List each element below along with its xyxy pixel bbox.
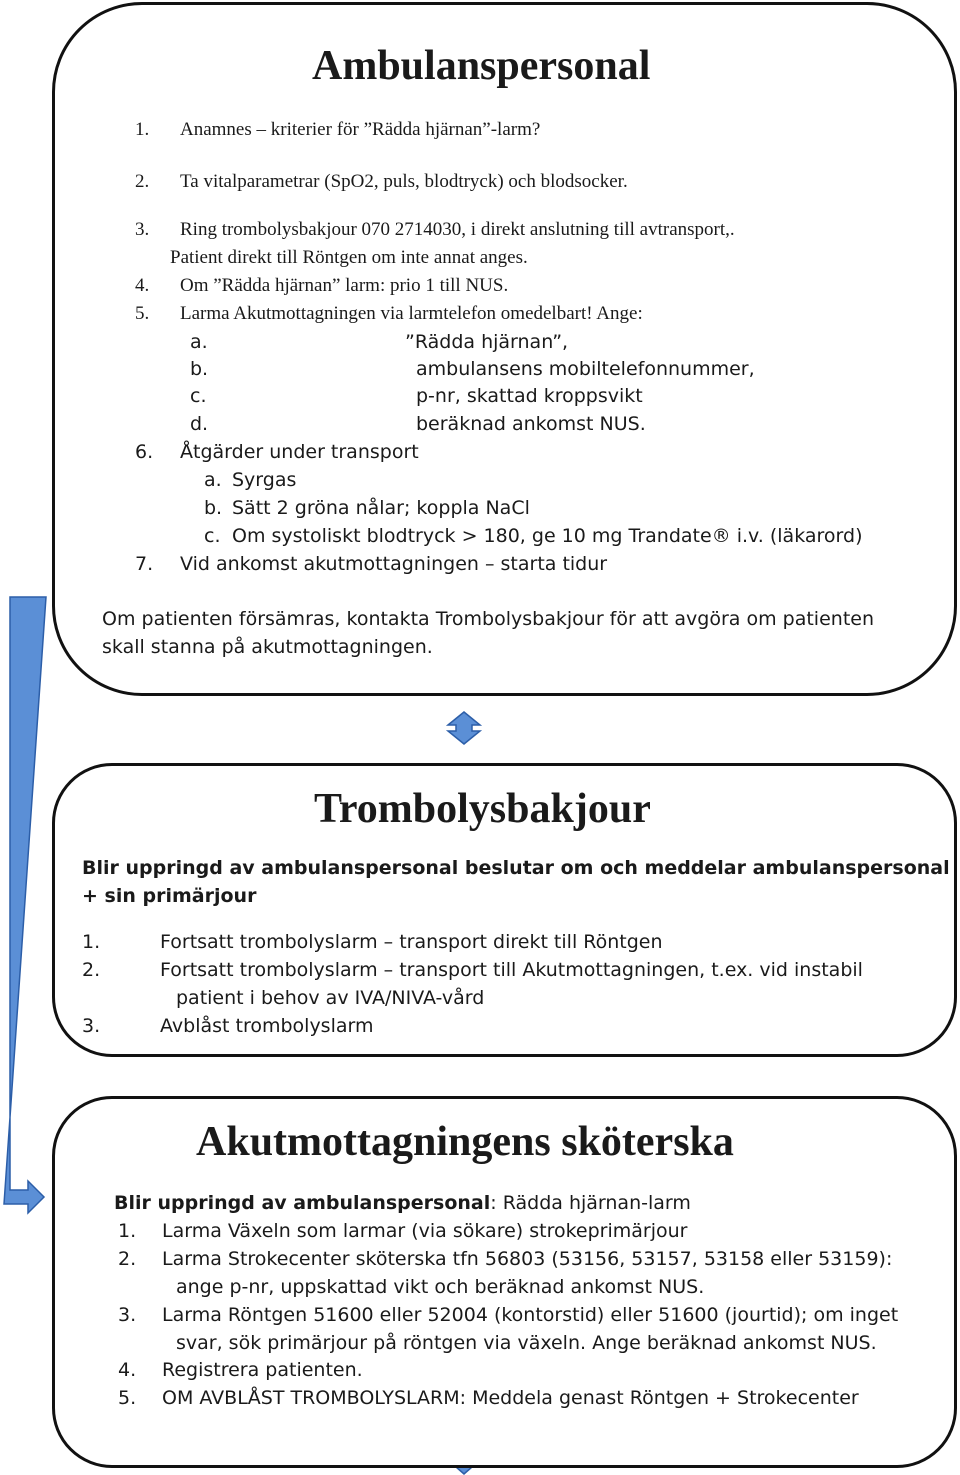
list-item-text: patient i behov av IVA/NIVA-vård <box>176 987 485 1009</box>
double-arrow-icon <box>448 712 480 744</box>
trombolys-intro: Blir uppringd av ambulanspersonal beslutar om och meddelar ambulanspersonal <box>82 857 950 879</box>
list-item-text: Fortsatt trombolyslarm – transport direkt till Röntgen <box>160 931 663 953</box>
sub-item-text: p-nr, skattad kroppsvikt <box>416 385 643 407</box>
list-item-num: 2. <box>118 1248 137 1270</box>
list-item-num: 1. <box>82 931 101 953</box>
list-item-num: 4. <box>135 275 150 296</box>
sub-item-text: beräknad ankomst NUS. <box>416 413 646 435</box>
akut-intro <box>114 1191 691 1215</box>
sub-item-text: ”Rädda hjärnan”, <box>405 331 569 353</box>
list-item-text: Avblåst trombolyslarm <box>160 1015 374 1037</box>
ambulans-note: Om patienten försämras, kontakta Trombolysbakjour för att avgöra om patienten <box>102 608 874 630</box>
list-item-num: 5. <box>135 303 150 324</box>
list-item-num: 6. <box>135 441 154 463</box>
list-item-num: 1. <box>135 119 150 140</box>
list-item-text: Ta vitalparametrar (SpO2, puls, blodtryck) och blodsocker. <box>180 171 628 192</box>
list-item-text: Vid ankomst akutmottagningen – starta tidur <box>180 553 608 575</box>
list-item-text: Larma Växeln som larmar (via sökare) strokeprimärjour <box>162 1220 688 1242</box>
list-item-text: Larma Akutmottagningen via larmtelefon omedelbart! Ange: <box>180 303 643 324</box>
list-item-text: Åtgärder under transport <box>180 441 419 463</box>
sub-item-text: Syrgas <box>232 469 297 491</box>
akut-intro-bold: Blir uppringd av ambulanspersonal <box>114 1192 491 1214</box>
list-item-text: Patient direkt till Röntgen om inte annat anges. <box>170 247 528 268</box>
list-item-num: 3. <box>82 1015 101 1037</box>
sub-item-text: Sätt 2 gröna nålar; koppla NaCl <box>232 497 530 519</box>
bent-arrow-icon <box>4 597 46 1213</box>
sub-item-letter: a. <box>204 469 222 491</box>
sub-item-letter: d. <box>190 413 209 435</box>
list-item-num: 2. <box>82 959 101 981</box>
list-item-text: Registrera patienten. <box>162 1359 363 1381</box>
sub-item-text: ambulansens mobiltelefonnummer, <box>416 358 755 380</box>
list-item-text: Om ”Rädda hjärnan” larm: prio 1 till NUS. <box>180 275 509 296</box>
list-item-num: 1. <box>118 1220 137 1242</box>
sub-item-text: Om systoliskt blodtryck > 180, ge 10 mg Trandate® i.v. (läkarord) <box>232 525 863 547</box>
ambulans-note: skall stanna på akutmottagningen. <box>102 636 433 658</box>
list-item-num: 5. <box>118 1387 137 1409</box>
list-item-text: Fortsatt trombolyslarm – transport till Akutmottagningen, t.ex. vid instabil <box>160 959 863 981</box>
list-item-text: svar, sök primärjour på röntgen via växeln. Ange beräknad ankomst NUS. <box>176 1332 877 1354</box>
list-item-text: Anamnes – kriterier för ”Rädda hjärnan”-larm? <box>180 119 541 140</box>
list-item-text: ange p-nr, uppskattad vikt och beräknad ankomst NUS. <box>176 1276 705 1298</box>
sub-item-letter: a. <box>190 331 208 353</box>
sub-item-letter: c. <box>190 385 207 407</box>
list-item-num: 4. <box>118 1359 137 1381</box>
list-item-text: Larma Strokecenter sköterska tfn 56803 (53156, 53157, 53158 eller 53159): <box>162 1248 893 1270</box>
list-item-text: OM AVBLÅST TROMBOLYSLARM: Meddela genast Röntgen + Strokecenter <box>162 1387 859 1409</box>
sub-item-letter: b. <box>204 497 223 519</box>
list-item-num: 7. <box>135 553 154 575</box>
ambulanspersonal-title: Ambulanspersonal <box>312 43 651 89</box>
sub-item-letter: b. <box>190 358 209 380</box>
list-item-text: Larma Röntgen 51600 eller 52004 (kontorstid) eller 51600 (jourtid); om inget <box>162 1304 899 1326</box>
akutmottagning-title: Akutmottagningens sköterska <box>196 1119 734 1165</box>
trombolys-intro: + sin primärjour <box>82 885 257 907</box>
trombolysbakjour-title: Trombolysbakjour <box>314 786 651 832</box>
sub-item-letter: c. <box>204 525 221 547</box>
list-item-num: 3. <box>118 1304 137 1326</box>
list-item-num: 2. <box>135 171 150 192</box>
akut-intro-rest: : Rädda hjärnan-larm <box>490 1192 691 1214</box>
list-item-num: 3. <box>135 219 150 240</box>
list-item-text: Ring trombolysbakjour 070 2714030, i direkt anslutning till avtransport,. <box>180 219 735 240</box>
